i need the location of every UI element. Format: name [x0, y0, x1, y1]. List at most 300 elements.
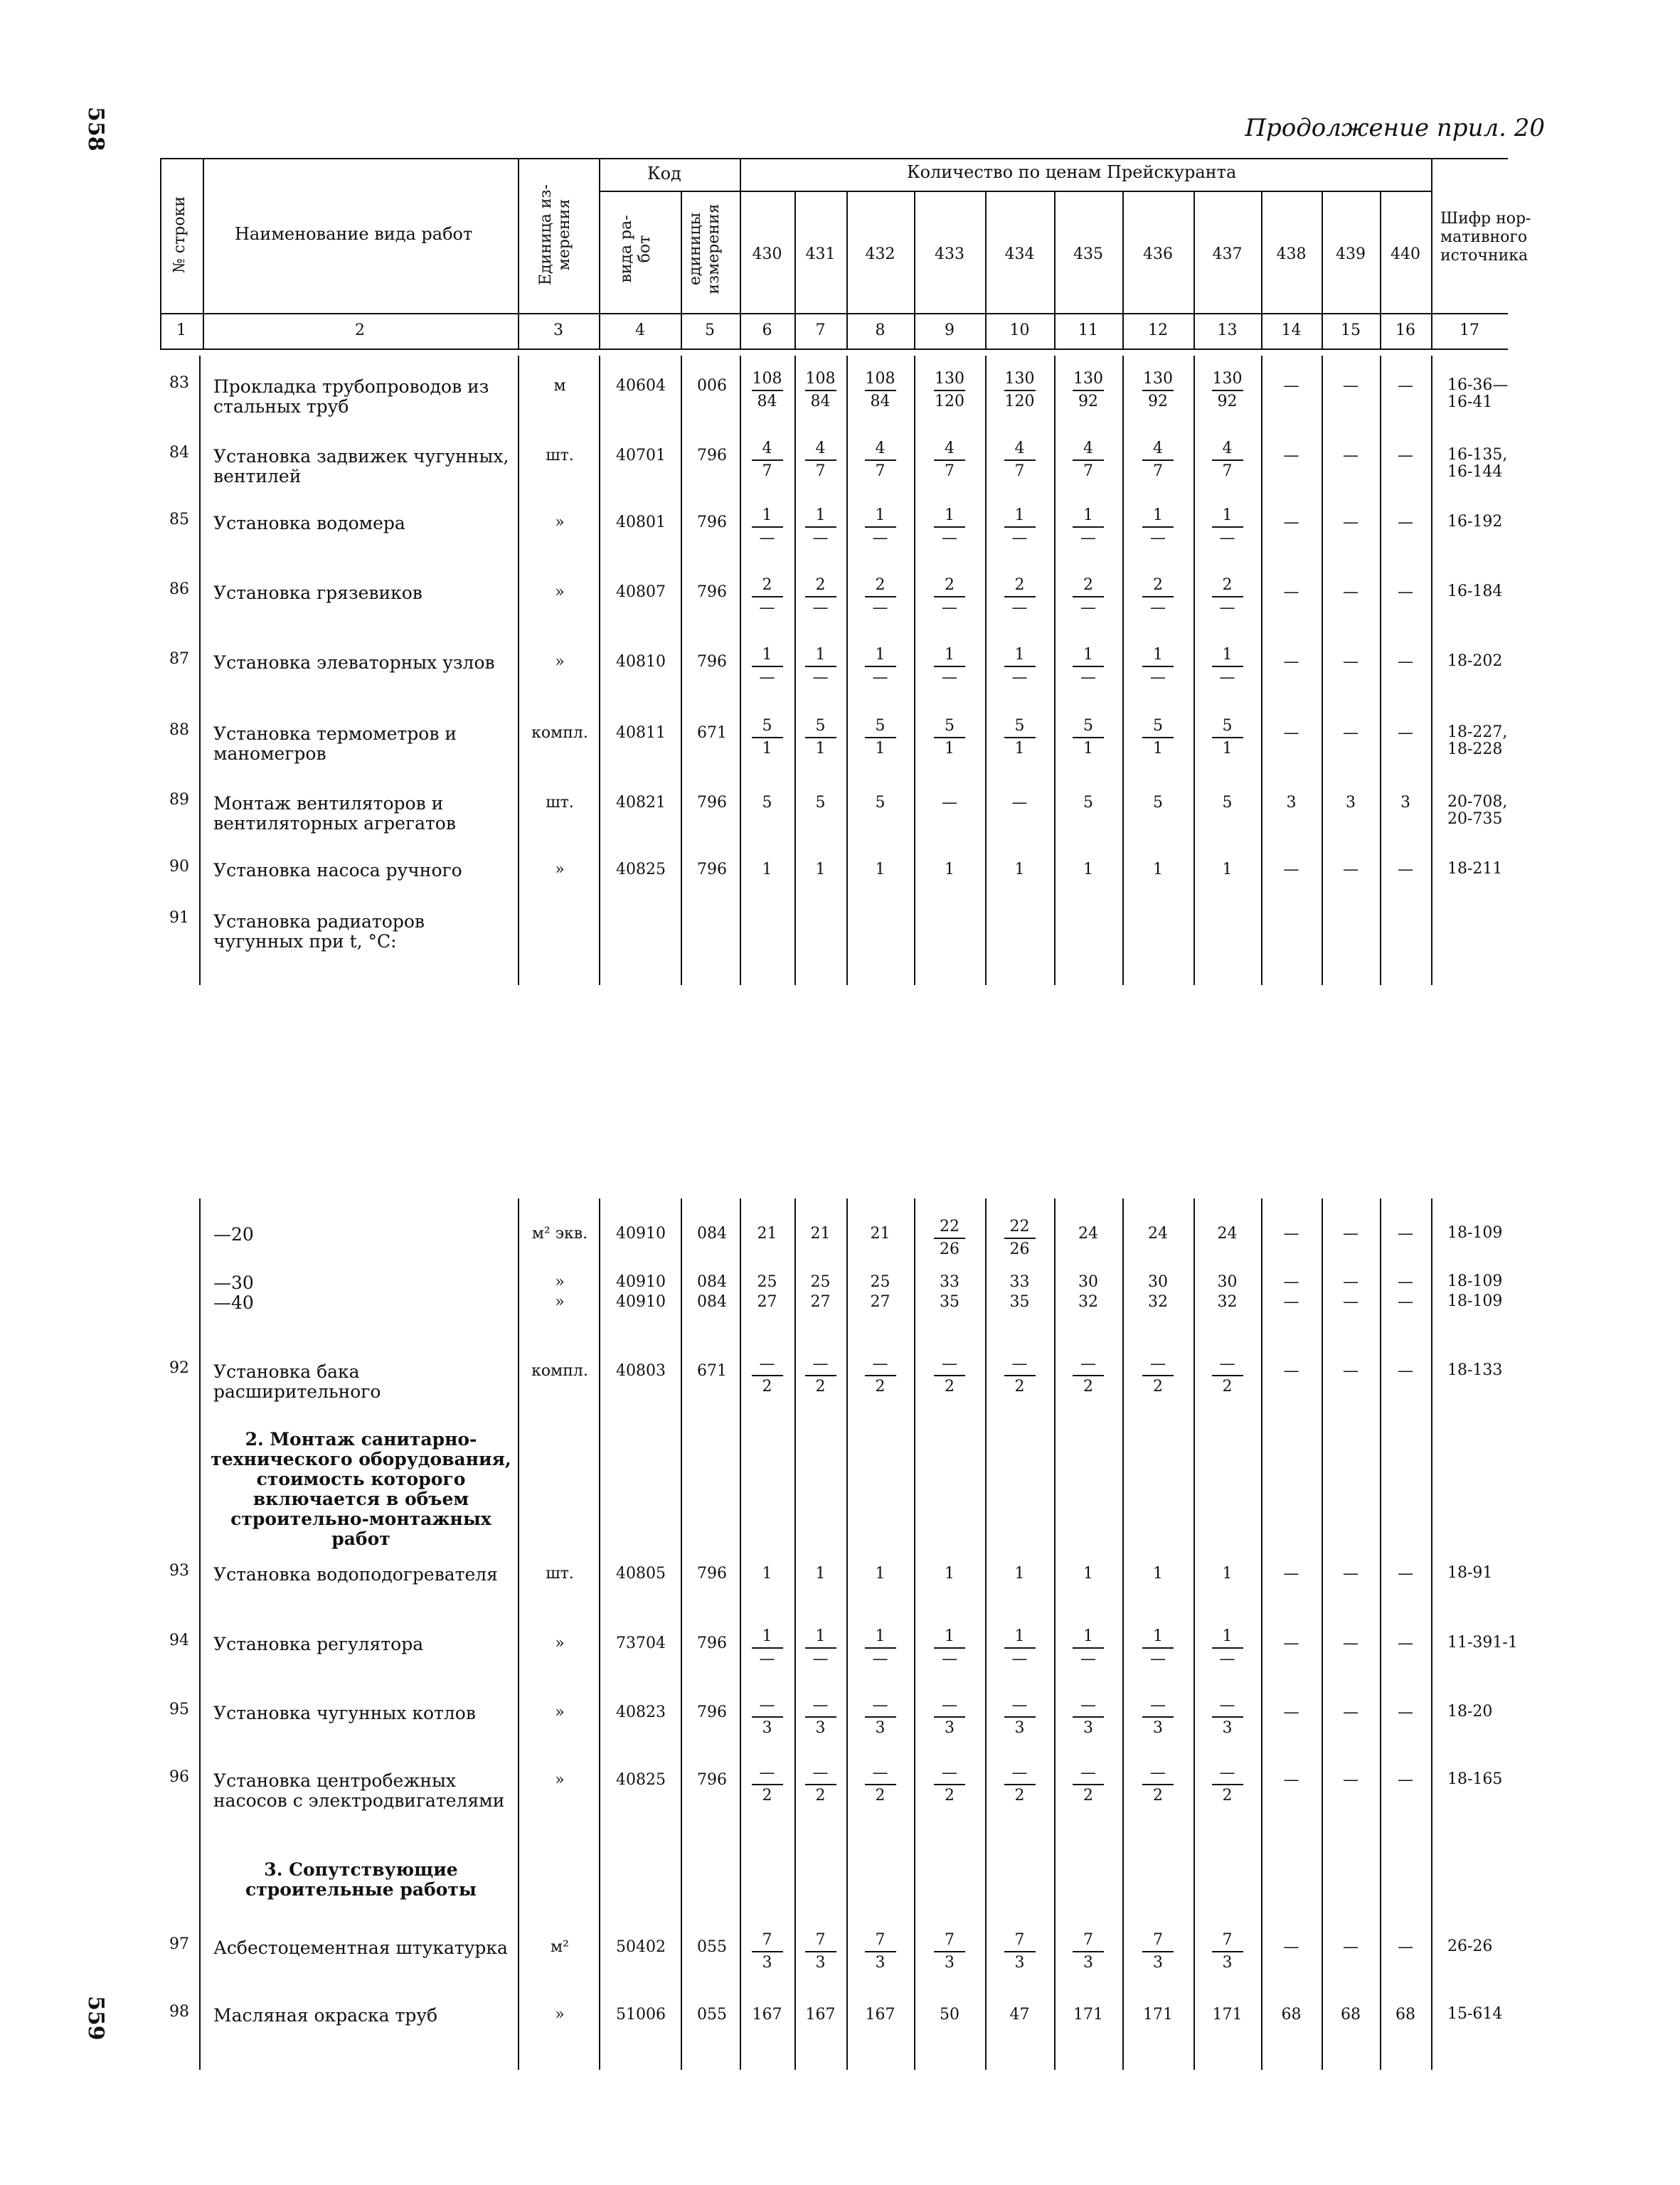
price-column-rule — [846, 191, 848, 349]
source-cell: 18-109 — [1447, 1224, 1503, 1242]
qty-cell: 1 — — [748, 1627, 787, 1669]
body-column-rule — [1054, 356, 1056, 985]
qty-cell: — — [1343, 1634, 1359, 1652]
qty-cell: 25 — [870, 1273, 890, 1291]
ucode-cell: 055 — [697, 1938, 727, 1956]
code-split-rule — [599, 191, 740, 192]
header-code-work: вида ра- бот — [617, 215, 654, 283]
unit-cell: шт. — [546, 1565, 574, 1583]
qty-cell: 32 — [1217, 1293, 1238, 1311]
continuation-note: Продолжение прил. 20 — [1245, 114, 1545, 142]
page-number-top: 558 — [83, 107, 108, 151]
body-column-rule — [846, 1198, 848, 2070]
row-number: 98 — [169, 2003, 189, 2021]
qty-cell: 7 3 — [1208, 1931, 1248, 1972]
ucode-cell: 084 — [697, 1293, 727, 1311]
qty-cell: — 2 — [861, 1764, 900, 1805]
qty-cell: 27 — [757, 1293, 777, 1311]
qty-cell: — — [1398, 1771, 1413, 1789]
qty-cell: — — [1398, 583, 1413, 601]
unit-cell: м² экв. — [531, 1225, 588, 1243]
qty-cell: — — [1398, 653, 1413, 671]
row-number: 96 — [169, 1768, 189, 1786]
row-number: 91 — [169, 909, 189, 927]
qty-cell: 1 — [1153, 1565, 1163, 1583]
qty-cell: — 3 — [861, 1696, 900, 1738]
body-column-rule — [1431, 356, 1432, 985]
qty-cell: 3 — [1400, 794, 1410, 812]
price-column-rule — [1380, 191, 1381, 349]
row-number: 94 — [169, 1632, 189, 1649]
header-column-rule — [1431, 158, 1432, 349]
qty-cell: 1 — [945, 1565, 955, 1583]
work-name: Установка водомера — [213, 513, 405, 533]
unit-cell: шт. — [546, 794, 574, 812]
qty-cell: 167 — [805, 2006, 836, 2024]
qty-cell: — — [1343, 1293, 1359, 1311]
header-left-rule — [160, 158, 161, 349]
body-column-rule — [1322, 356, 1323, 985]
qty-cell: 1 — — [1208, 1627, 1248, 1669]
qty-cell: 5 — [762, 794, 772, 812]
qty-cell: 108 84 — [805, 370, 836, 410]
qty-cell: — — [1398, 1293, 1413, 1311]
qty-cell: 2 — — [801, 576, 841, 617]
qty-cell: 7 3 — [861, 1931, 900, 1972]
qty-cell: — 2 — [1000, 1764, 1040, 1805]
code-cell: 40823 — [616, 1703, 666, 1721]
qty-cell: — — [1283, 724, 1299, 742]
source-cell: 18-227, 18-228 — [1447, 723, 1508, 758]
qty-cell: 1 — — [861, 1627, 900, 1669]
qty-cell: — 2 — [1068, 1764, 1108, 1805]
qty-cell: 30 — [1078, 1273, 1098, 1291]
qty-cell: 4 7 — [1000, 440, 1040, 481]
ucode-cell: 796 — [697, 583, 727, 601]
qty-cell: — — [1343, 1938, 1359, 1956]
work-name: Установка радиаторов чугунных при t, °С: — [213, 911, 425, 952]
source-cell: 16-135, 16-144 — [1447, 446, 1508, 481]
code-cell: 40821 — [616, 794, 666, 812]
col-number-14: 14 — [1281, 321, 1302, 339]
qty-cell: 4 7 — [861, 440, 900, 481]
qty-cell: 2 — — [1000, 576, 1040, 617]
source-cell: 18-109 — [1447, 1292, 1503, 1310]
qty-cell: 130 120 — [935, 370, 964, 410]
body-column-rule — [914, 356, 915, 985]
ucode-cell: 796 — [697, 447, 727, 464]
work-name: —20 — [213, 1224, 254, 1245]
body-column-rule — [914, 1198, 915, 2070]
body-column-rule — [740, 1198, 741, 2070]
section-heading-2: 2. Монтаж санитарно-технического оборудования, стоимость которого включается в объем строительно-монтажных работ — [211, 1429, 511, 1549]
header-price-430: 430 — [752, 245, 782, 263]
qty-cell: 171 — [1073, 2006, 1103, 2024]
col-number-7: 7 — [815, 321, 826, 339]
work-name: —30 — [213, 1272, 254, 1293]
code-cell: 40803 — [616, 1362, 666, 1380]
qty-cell: 1 — [1222, 861, 1233, 878]
qty-cell: — — [1398, 514, 1413, 531]
code-cell: 51006 — [616, 2006, 666, 2024]
header-qty: Количество по ценам Прейскуранта — [907, 162, 1237, 182]
price-column-rule — [1322, 191, 1323, 349]
unit-cell: м — [553, 377, 566, 395]
body-column-rule — [518, 356, 519, 985]
header-price-431: 431 — [805, 245, 836, 263]
unit-cell: » — [555, 1703, 565, 1721]
body-column-rule — [1122, 1198, 1124, 2070]
qty-cell: 32 — [1078, 1293, 1098, 1311]
qty-cell: 5 1 — [748, 717, 787, 758]
header-top-rule — [160, 158, 1508, 159]
qty-cell: 1 — — [930, 1627, 969, 1669]
qty-cell: 1 — [1222, 1565, 1233, 1583]
qty-cell: 68 — [1281, 2006, 1302, 2024]
qty-cell: 5 1 — [861, 717, 900, 758]
qty-cell: 1 — [1083, 861, 1093, 878]
qty-cell: — — [1343, 1565, 1359, 1583]
qty-cell: 2 — — [930, 576, 969, 617]
col-number-16: 16 — [1395, 321, 1415, 339]
body-column-rule — [681, 356, 682, 985]
unit-cell: » — [555, 1771, 565, 1789]
qty-cell: 33 — [940, 1273, 959, 1291]
qty-cell: — 2 — [1000, 1355, 1040, 1396]
header-code-unit: единицы измерения — [686, 203, 723, 294]
qty-cell: 1 — — [861, 506, 900, 548]
row-number: 89 — [169, 791, 189, 809]
qty-cell: — 2 — [1208, 1355, 1248, 1396]
qty-cell: — — [1283, 583, 1299, 601]
work-name: Установка чугунных котлов — [213, 1703, 476, 1723]
qty-cell: 68 — [1341, 2006, 1361, 2024]
col-number-5: 5 — [705, 321, 715, 339]
qty-cell: 1 — — [801, 646, 841, 687]
ucode-cell: 055 — [697, 2006, 727, 2024]
body-column-rule — [1193, 1198, 1195, 2070]
ucode-cell: 796 — [697, 1771, 727, 1789]
qty-cell: — — [1343, 1225, 1359, 1243]
price-column-rule — [1193, 191, 1195, 349]
header-code: Код — [647, 164, 681, 184]
qty-cell: 5 1 — [1068, 717, 1108, 758]
qty-cell: 3 — [1286, 794, 1297, 812]
qty-cell: — — [1343, 1362, 1359, 1380]
qty-cell: 3 — [1346, 794, 1356, 812]
row-number: 85 — [169, 511, 189, 528]
qty-cell: 130 120 — [1004, 370, 1035, 410]
qty-cell: 22 26 — [930, 1218, 969, 1259]
price-column-rule — [1122, 191, 1124, 349]
qty-cell: 1 — [762, 1565, 772, 1583]
work-name: Монтаж вентиляторов и вентиляторных агрегатов — [213, 793, 456, 834]
qty-cell: — — [1343, 1273, 1359, 1291]
qty-cell: 35 — [940, 1293, 959, 1311]
col-number-6: 6 — [762, 321, 772, 339]
source-cell: 18-202 — [1447, 652, 1503, 670]
unit-cell: » — [555, 653, 565, 671]
qty-cell: 2 — — [748, 576, 787, 617]
qty-cell: 1 — [815, 1565, 826, 1583]
ucode-cell: 671 — [697, 1362, 727, 1380]
col-number-15: 15 — [1341, 321, 1361, 339]
qty-cell: 4 7 — [748, 440, 787, 481]
qty-cell: — — [1283, 1703, 1299, 1721]
body-column-rule — [1431, 1198, 1432, 2070]
col-number-9: 9 — [945, 321, 955, 339]
header-column-rule — [740, 158, 741, 349]
qty-cell: 1 — — [801, 506, 841, 548]
qty-cell: — — [1283, 1293, 1299, 1311]
qty-cell: — 3 — [930, 1696, 969, 1738]
qty-cell: 50 — [940, 2006, 959, 2024]
qty-cell: 2 — — [1068, 576, 1108, 617]
qty-cell: 27 — [870, 1293, 890, 1311]
unit-cell: шт. — [546, 447, 574, 464]
price-column-rule — [794, 191, 796, 349]
body-column-rule — [1122, 356, 1124, 985]
code-cell: 40805 — [616, 1565, 666, 1583]
qty-cell: 1 — — [748, 646, 787, 687]
body-column-rule — [1261, 356, 1262, 985]
code-cell: 50402 — [616, 1938, 666, 1956]
body-column-rule — [518, 1198, 519, 2070]
row-number: 93 — [169, 1562, 189, 1580]
work-name: Асбестоцементная штукатурка — [213, 1937, 508, 1958]
qty-cell: 1 — [875, 861, 886, 878]
qty-cell: — 3 — [801, 1696, 841, 1738]
qty-cell: 4 7 — [1208, 440, 1248, 481]
qty-cell: 1 — — [1000, 646, 1040, 687]
qty-cell: 5 1 — [930, 717, 969, 758]
source-cell: 11-391-1 — [1447, 1634, 1518, 1652]
qty-cell: 5 — [875, 794, 886, 812]
qty-cell: 1 — — [930, 646, 969, 687]
qty-cell: 1 — [762, 861, 772, 878]
qty-cell: 1 — — [1208, 646, 1248, 687]
qty-cell: — — [1283, 1565, 1299, 1583]
work-name: Установка бака расширительного — [213, 1361, 381, 1402]
qty-cell: — — [1283, 377, 1299, 395]
ucode-cell: 796 — [697, 861, 727, 878]
body-column-rule — [1261, 1198, 1262, 2070]
qty-cell: — — [1398, 1938, 1413, 1956]
qty-cell: — — [1343, 724, 1359, 742]
qty-cell: — — [1343, 861, 1359, 878]
ucode-cell: 796 — [697, 794, 727, 812]
qty-cell: 1 — [1083, 1565, 1093, 1583]
qty-cell: — — [1283, 861, 1299, 878]
row-number: 83 — [169, 374, 189, 392]
row-number: 92 — [169, 1359, 189, 1377]
row-number: 88 — [169, 721, 189, 739]
qty-cell: — — [1343, 447, 1359, 464]
qty-cell: — — [1283, 653, 1299, 671]
source-cell: 18-211 — [1447, 860, 1503, 878]
qty-cell: 167 — [865, 2006, 895, 2024]
source-cell: 18-109 — [1447, 1272, 1503, 1290]
ucode-cell: 796 — [697, 514, 727, 531]
work-name: Установка задвижек чугунных, вентилей — [213, 446, 509, 487]
code-cell: 40701 — [616, 447, 666, 464]
col-number-13: 13 — [1217, 321, 1238, 339]
header-price-432: 432 — [865, 245, 895, 263]
qty-cell: — 2 — [1068, 1355, 1108, 1396]
qty-cell: — — [1283, 1273, 1299, 1291]
qty-cell: 5 — [1222, 794, 1233, 812]
qty-cell: — 3 — [1000, 1696, 1040, 1738]
price-column-rule — [914, 191, 915, 349]
qty-cell: — 2 — [748, 1355, 787, 1396]
header-row-no: № строки — [171, 196, 188, 274]
body-column-rule — [199, 356, 201, 985]
qty-cell: 130 92 — [1143, 370, 1173, 410]
price-column-rule — [985, 191, 987, 349]
unit-cell: » — [555, 1293, 565, 1311]
body-column-rule — [740, 356, 741, 985]
code-cell: 40810 — [616, 653, 666, 671]
qty-cell: — 2 — [801, 1764, 841, 1805]
qty-cell: 1 — — [1068, 1627, 1108, 1669]
qty-cell: 1 — — [1000, 1627, 1040, 1669]
qty-cell: 167 — [752, 2006, 782, 2024]
body-column-rule — [1193, 356, 1195, 985]
body-column-rule — [681, 1198, 682, 2070]
header-price-436: 436 — [1143, 245, 1173, 263]
qty-cell: 1 — [815, 861, 826, 878]
body-column-rule — [199, 1198, 201, 2070]
row-number: 84 — [169, 444, 189, 462]
qty-cell: 108 84 — [865, 370, 895, 410]
header-price-434: 434 — [1004, 245, 1035, 263]
qty-cell: — — [1011, 794, 1028, 812]
col-number-3: 3 — [553, 321, 563, 339]
code-cell: 40825 — [616, 861, 666, 878]
qty-cell: — — [1398, 1565, 1413, 1583]
header-price-439: 439 — [1336, 245, 1366, 263]
qty-cell: — — [1343, 377, 1359, 395]
qty-cell: — 2 — [930, 1764, 969, 1805]
qty-cell: 25 — [810, 1273, 831, 1291]
row-number: 90 — [169, 858, 189, 876]
qty-cell: 7 3 — [930, 1931, 969, 1972]
qty-cell: 171 — [1212, 2006, 1243, 2024]
qty-cell: — — [1398, 1225, 1413, 1243]
qty-cell: — — [942, 794, 957, 812]
source-cell: 20-708, 20-735 — [1447, 793, 1508, 828]
qty-cell: — — [1283, 1634, 1299, 1652]
header-column-rule — [681, 191, 682, 349]
code-cell: 40825 — [616, 1771, 666, 1789]
header-work-name: Наименование вида работ — [235, 224, 473, 244]
ucode-cell: 796 — [697, 1634, 727, 1652]
qty-cell: 1 — — [1000, 506, 1040, 548]
body-column-rule — [1380, 1198, 1381, 2070]
col-number-17: 17 — [1460, 321, 1479, 339]
header-bottom-rule — [160, 313, 1508, 314]
qty-cell: — 2 — [1138, 1764, 1178, 1805]
qty-cell: 2 — — [1208, 576, 1248, 617]
ucode-cell: 796 — [697, 1565, 727, 1583]
qty-cell: — 3 — [1138, 1696, 1178, 1738]
col-number-4: 4 — [635, 321, 645, 339]
body-column-rule — [1322, 1198, 1323, 2070]
page-number-bottom: 559 — [83, 1996, 108, 2041]
unit-cell: » — [555, 2006, 565, 2024]
work-name: Установка насоса ручного — [213, 860, 462, 881]
qty-cell: — — [1283, 447, 1299, 464]
qty-cell: — — [1398, 377, 1413, 395]
body-column-rule — [1054, 1198, 1056, 2070]
code-cell: 40811 — [616, 724, 666, 742]
source-cell: 18-20 — [1447, 1703, 1493, 1721]
body-column-rule — [846, 356, 848, 985]
qty-cell: — — [1283, 1225, 1299, 1243]
ucode-cell: 006 — [697, 377, 727, 395]
code-cell: 73704 — [616, 1634, 666, 1652]
header-column-rule — [599, 158, 600, 349]
qty-cell: — — [1343, 1771, 1359, 1789]
qty-cell: 5 1 — [1000, 717, 1040, 758]
qty-cell: 24 — [1148, 1225, 1168, 1243]
section-heading-3: 3. Сопутствующие строительные работы — [245, 1859, 477, 1900]
qty-cell: 1 — — [1208, 506, 1248, 548]
unit-cell: » — [555, 861, 565, 878]
qty-cell: 21 — [757, 1225, 777, 1243]
qty-cell: 5 — [1083, 794, 1093, 812]
qty-cell: 4 7 — [801, 440, 841, 481]
qty-cell: 21 — [810, 1225, 831, 1243]
qty-cell: 1 — — [1068, 646, 1108, 687]
qty-cell: — — [1398, 1273, 1413, 1291]
qty-cell: 2 — — [1138, 576, 1178, 617]
price-split-rule — [740, 191, 1431, 192]
qty-cell: 108 84 — [752, 370, 782, 410]
qty-cell: — 2 — [861, 1355, 900, 1396]
code-cell: 40910 — [616, 1293, 666, 1311]
qty-cell: 4 7 — [1138, 440, 1178, 481]
ucode-cell: 084 — [697, 1273, 727, 1291]
qty-cell: 1 — [945, 861, 955, 878]
qty-cell: — 2 — [801, 1355, 841, 1396]
qty-cell: 22 26 — [1000, 1218, 1040, 1259]
qty-cell: 7 3 — [801, 1931, 841, 1972]
qty-cell: — — [1398, 1703, 1413, 1721]
ucode-cell: 796 — [697, 653, 727, 671]
qty-cell: 24 — [1217, 1225, 1238, 1243]
qty-cell: — — [1283, 1362, 1299, 1380]
qty-cell: — 3 — [1068, 1696, 1108, 1738]
source-cell: 18-165 — [1447, 1770, 1503, 1788]
source-cell: 15-614 — [1447, 2005, 1503, 2023]
qty-cell: 4 7 — [930, 440, 969, 481]
qty-cell: 1 — — [930, 506, 969, 548]
col-number-12: 12 — [1148, 321, 1168, 339]
qty-cell: 1 — — [748, 506, 787, 548]
source-cell: 16-184 — [1447, 583, 1503, 600]
qty-cell: — 3 — [748, 1696, 787, 1738]
col-number-11: 11 — [1078, 321, 1098, 339]
qty-cell: 27 — [810, 1293, 831, 1311]
qty-cell: — — [1343, 653, 1359, 671]
qty-cell: 1 — — [861, 646, 900, 687]
qty-cell: — — [1343, 1703, 1359, 1721]
qty-cell: — 2 — [1208, 1764, 1248, 1805]
work-name: Установка термометров и маномегров — [213, 723, 457, 764]
unit-cell: компл. — [531, 724, 588, 742]
qty-cell: 5 1 — [1208, 717, 1248, 758]
